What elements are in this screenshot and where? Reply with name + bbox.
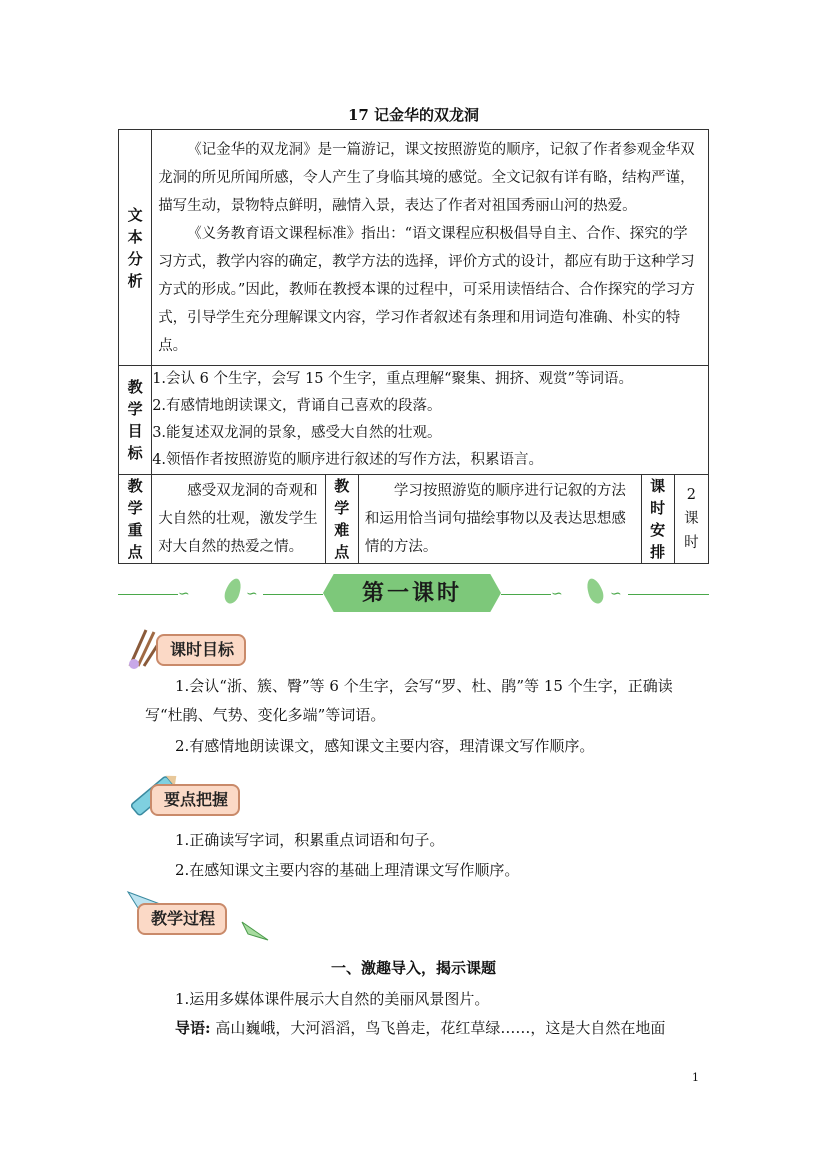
key-point-2: 2.在感知课文主要内容的基础上理清课文写作顺序。 — [175, 861, 520, 879]
lesson-goal-2: 2.有感情地朗读课文，感知课文主要内容，理清课文写作顺序。 — [175, 737, 595, 755]
analysis-paragraph: 《义务教育语文课程标准》指出：“语文课程应积极倡导自主、合作、探究的学习方式，教学内容的确定，教学方法的选择，评价方式的设计，都应有助于这种学习方式的形成。”因此，教师在教授本课的过程中，可采用读悟结合、合作探究的学习方式，引导学生充分理解课文内容，学习作者叙述有条理和用词造句准确、朴实的特点。 — [158, 225, 695, 354]
tag-key-points: 要点把握 — [150, 784, 240, 816]
analysis-paragraph: 《记金华的双龙洞》是一篇游记，课文按照游览的顺序，记叙了作者参观金华双龙洞的所见所闻所感，令人产生了身临其境的感觉。全文记叙有详有略，结构严谨，描写生动，景物特点鲜明，融情入景，表达了作者对祖国秀丽山河的热爱。 — [158, 141, 695, 214]
banner-line — [118, 594, 178, 595]
lesson-banner — [118, 570, 709, 620]
difficulty-label: 教 学 难 点 — [325, 475, 358, 564]
goals-label: 教 学 目 标 — [119, 366, 152, 475]
banner-line — [263, 594, 323, 595]
leaf-icon — [222, 576, 244, 605]
intro-label: 导语: — [175, 1019, 211, 1037]
banner-title: 第一课时 — [361, 580, 462, 606]
banner-line — [628, 594, 709, 595]
intro-text: 高山巍峨，大河滔滔，鸟飞兽走，花红草绿……，这是大自然在地面 — [215, 1019, 666, 1037]
analysis-content — [152, 130, 709, 366]
schedule-value: 2 课 时 — [674, 475, 708, 564]
difficulty-content: 学习按照游览的顺序进行记叙的方法和运用恰当词句描绘事物以及表达思想感情的方法。 — [358, 475, 641, 564]
paper-plane-icon — [240, 918, 270, 944]
goal-item: 4.领悟作者按照游览的顺序进行叙述的写作方法，积累语言。 — [152, 452, 544, 468]
tag-lesson-goals: 课时目标 — [156, 634, 246, 666]
schedule-label: 课 时 安 排 — [641, 475, 674, 564]
analysis-label: 文 本 分 析 — [119, 130, 152, 366]
section-title: 一、激趣导入，揭示课题 — [330, 959, 496, 977]
intro-paragraph — [145, 1014, 710, 1043]
goal-item: 1.会认 6 个生字，会写 15 个生字，重点理解“聚集、拥挤、观赏”等词语。 — [152, 371, 633, 387]
goal-item: 3.能复述双龙洞的景象，感受大自然的壮观。 — [152, 425, 442, 441]
focus-content: 感受双龙洞的奇观和大自然的壮观，激发学生对大自然的热爱之情。 — [152, 475, 325, 564]
key-point-1: 1.正确读写字词，积累重点词语和句子。 — [175, 831, 445, 849]
focus-label: 教 学 重 点 — [119, 475, 152, 564]
curl-ornament: ∽ — [551, 586, 563, 602]
leaf-icon — [584, 576, 606, 605]
page-title: 17 记金华的双龙洞 — [347, 106, 480, 124]
curl-ornament: ∽ — [610, 586, 622, 602]
lesson-info-table — [118, 129, 709, 564]
section-step: 1.运用多媒体课件展示大自然的美丽风景图片。 — [175, 990, 490, 1008]
banner-line — [501, 594, 551, 595]
lesson-goal-1: 1.会认“浙、簇、臀”等 6 个生字，会写“罗、杜、鹃”等 15 个生字，正确读写“杜鹃、气势、变化多端”等词语。 — [145, 677, 673, 724]
curl-ornament: ∽ — [246, 586, 258, 602]
goals-content — [152, 366, 709, 475]
page-number: 1 — [692, 1071, 699, 1084]
curl-ornament: ∽ — [178, 586, 190, 602]
goal-item: 2.有感情地朗读课文，背诵自己喜欢的段落。 — [152, 398, 442, 414]
tag-teaching-process: 教学过程 — [137, 903, 227, 935]
